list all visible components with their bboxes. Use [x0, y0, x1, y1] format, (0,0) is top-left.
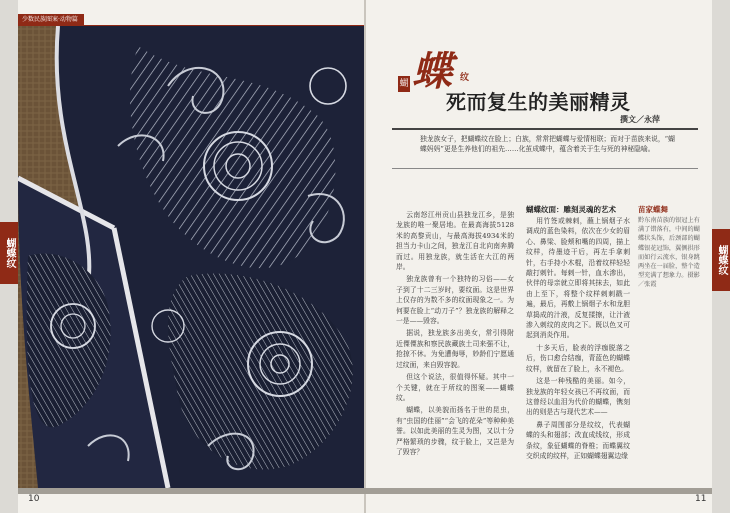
embroidery-photo	[18, 26, 364, 488]
caption-heading: 苗家蝶舞	[638, 205, 668, 214]
column-1	[396, 210, 514, 459]
embroidery-illustration	[18, 26, 364, 488]
col1-paragraph: 蝴蝶，以美貌而扬名于世的昆虫，有“虫国的佳丽”“会飞的花朵”等种种美誉。以如此美丽的生灵为图，又以十分严格繁琐的步骤，纹于脸上，又岂是为了毁容？	[396, 406, 514, 456]
title-big-char: 蝶	[412, 48, 452, 95]
title-mark: 蝴	[398, 76, 410, 92]
byline: 撰文／永萍	[620, 114, 660, 124]
col1-paragraph: 据说，独龙族多出美女，常引得附近僳僳族和察民族藏族土司来强不让，抢掠不休。为免遭侮辱，妙龄们宁愿通过纹面，来自毁容貌。	[396, 329, 514, 369]
article-title: 死而复生的美丽精灵	[446, 90, 631, 114]
column-2	[526, 216, 630, 463]
lede-paragraph: 独龙族女子，把蝴蝶纹在脸上；白族，常常把蝴蝶与爱情相联；而对于苗族来说，“蝴蝶妈妈”更是生养他们的祖先……化茧成蝶中，蕴含着关于生与死的神秘隐喻。	[420, 135, 675, 153]
title-rule	[392, 128, 698, 130]
lede-rule	[392, 168, 698, 169]
footer-band	[18, 488, 712, 494]
col2-paragraph: 这是一种残酷的美丽。如今，独龙族的年轻女孩已不再纹面，而这曾经以血泪为代价的蝴蝶，镌刻出的则是古与现代艺术——	[526, 377, 630, 417]
col1-paragraph: 云南怒江州贡山县独龙江乡，是独龙族的唯一聚居地。在最高海拔5128米的高黎贡山，与最高海拔4934米的担当力卡山之间，独龙江自北向南奔腾而过。用独龙族，就生活在大江的两岸。	[396, 211, 514, 272]
page-number-right: 11	[695, 494, 707, 504]
col1-paragraph: 独龙族曾有一个独特的习俗——女子到了十二三岁时，要纹面。这是世界上仅存的为数不多的纹面现象之一。为何要在脸上“动刀子”？独龙族的解释之一是——毁容。	[396, 275, 514, 326]
col1-paragraph: 但这个说法，很值得怀疑。其中一个关键，就在于所纹的图案——蝴蝶纹。	[396, 373, 514, 402]
col2-paragraph: 用竹签或棘刺，蘸上锅烟子水调成的蓝色染料，依次在少女的眉心、鼻梁、脸颊和嘴的四周，描上纹样，待墨迹干后，再左手拿刺针，右手持小木棍，沿着纹样轻轻敲打刺针。每刺一针，血水渗出，伙伴的母亲就立即将其抹去，如此由上至下，将整个纹样刺刺戳一遍，最后，再敷上锅烟子水和龙胆草捣成的汁液，反复揉擦，让汁液渗入刺纹的皮肉之下。既以色又可起到消炎作用。	[526, 217, 630, 340]
side-tab-right: 蝴蝶纹	[712, 229, 730, 291]
spine	[364, 0, 366, 513]
col2-paragraph: 鼻子周围部分是纹纹，代表蝴蝶的头和翅部；改直成线纹，形成条纹，象征蝴蝶的脊椎；而蝶翼纹交织成的纹样，正如蝴蝶翅翼边缘	[526, 420, 630, 460]
side-tab-left: 蝴蝶纹	[0, 222, 18, 284]
section-header: 少数民族图案·动物篇	[18, 14, 84, 26]
col2-heading: 蝴蝶纹面：雕刻灵魂的艺术	[526, 205, 616, 214]
page-number-left: 10	[28, 494, 40, 504]
title-small-char: 纹	[460, 73, 470, 83]
photo-caption: 黔东南苗族的银冠上有满了错落有，中间的蝴蝶状头饰，后颈部的蝴蝶银花冠饰，翼侧拱形而如行云流水，银身跳两坐在一届脸，整个造型充满了想象力。摄影／张霞	[638, 217, 700, 289]
col2-paragraph: 十多天后，脸表的浮痂脱落之后，伤口愈合结痂，青蓝色的蝴蝶纹样，就留在了脸上，永不褪色。	[526, 343, 630, 373]
